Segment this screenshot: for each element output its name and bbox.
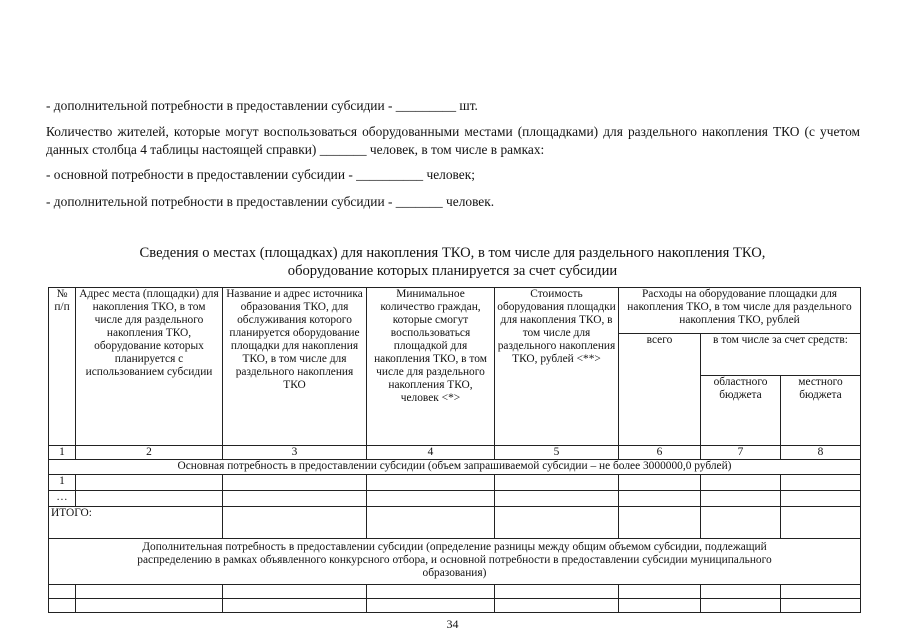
empty-cell — [781, 491, 861, 507]
table-title-line1: Сведения о местах (площадках) для накопления ТКО, в том числе для раздельного накопления ТКО, — [139, 245, 766, 261]
header-expenses: Расходы на оборудование площадки для накопления ТКО, в том числе для раздельного накопления ТКО, рублей — [619, 288, 861, 334]
section-main-need: Основная потребность в предоставлении субсидии (объем запрашиваемой субсидии – не более 3000000,0 рублей) — [49, 460, 861, 475]
table-title-line2: оборудование которых планируется за счет субсидии — [287, 263, 618, 279]
empty-cell — [223, 475, 367, 491]
empty-cell — [367, 475, 495, 491]
empty-cell — [619, 507, 701, 539]
header-num: № п/п — [49, 288, 76, 446]
empty-cell — [76, 475, 223, 491]
header-total: всего — [619, 334, 701, 446]
empty-cell — [619, 491, 701, 507]
empty-cell — [619, 599, 701, 613]
column-number: 3 — [223, 446, 367, 460]
total-row — [49, 507, 861, 539]
empty-cell — [49, 585, 76, 599]
empty-cell — [76, 599, 223, 613]
total-label: ИТОГО: — [49, 507, 223, 539]
page-number: 34 — [446, 617, 459, 631]
empty-cell — [49, 599, 76, 613]
empty-cell — [619, 585, 701, 599]
header-regional-budget: областного бюджета — [701, 376, 781, 446]
empty-cell — [76, 491, 223, 507]
empty-cell — [223, 507, 367, 539]
header-min-citizens: Минимальное количество граждан, которые смогут воспользоваться площадкой для накопления ТКО, в том числе для раздельного накопления ТКО, человек <*> — [367, 288, 495, 446]
empty-cell — [495, 491, 619, 507]
additional-need-items-line: - дополнительной потребности в предоставлении субсидии - _________ шт. — [46, 98, 478, 113]
column-number: 4 — [367, 446, 495, 460]
empty-cell — [367, 585, 495, 599]
empty-cell — [701, 491, 781, 507]
empty-cell — [495, 475, 619, 491]
empty-cell — [223, 585, 367, 599]
column-number: 8 — [781, 446, 861, 460]
sites-table — [48, 287, 861, 613]
header-including: в том числе за счет средств: — [701, 334, 861, 376]
column-number: 2 — [76, 446, 223, 460]
empty-cell — [367, 507, 495, 539]
empty-cell — [367, 599, 495, 613]
empty-cell — [619, 475, 701, 491]
row-number: 1 — [49, 475, 76, 491]
empty-cell — [701, 585, 781, 599]
additional-need-people-line: - дополнительной потребности в предоставлении субсидии - _______ человек. — [46, 194, 495, 209]
column-number: 7 — [701, 446, 781, 460]
empty-cell — [701, 475, 781, 491]
main-need-people-line: - основной потребности в предоставлении субсидии - __________ человек; — [46, 167, 475, 182]
table-row — [49, 585, 861, 599]
row-number: … — [49, 491, 76, 507]
table-row — [49, 475, 861, 491]
empty-cell — [223, 491, 367, 507]
empty-cell — [495, 507, 619, 539]
empty-cell — [367, 491, 495, 507]
empty-cell — [781, 507, 861, 539]
column-number-row — [49, 446, 861, 460]
empty-cell — [495, 585, 619, 599]
empty-cell — [781, 585, 861, 599]
section-additional-need: Дополнительная потребность в предоставлении субсидии (определение разницы между общим объемом субсидии, подлежащий распределению в рамках объявленного конкурсного отбора, и основной потребности в предоставлении субсидии муниципального образования) — [49, 539, 861, 585]
column-number: 5 — [495, 446, 619, 460]
header-source: Название и адрес источника образования ТКО, для обслуживания которого планируется оборудование площадки для накопления ТКО, в том числе для раздельного накопления ТКО — [223, 288, 367, 446]
header-local-budget: местного бюджета — [781, 376, 861, 446]
empty-cell — [701, 507, 781, 539]
empty-cell — [223, 599, 367, 613]
column-number: 1 — [49, 446, 76, 460]
column-number: 6 — [619, 446, 701, 460]
empty-cell — [76, 585, 223, 599]
empty-cell — [701, 599, 781, 613]
table-row — [49, 491, 861, 507]
residents-count-paragraph: Количество жителей, которые могут воспользоваться оборудованными местами (площадками) для раздельного накопления ТКО (с учетом данных столбца 4 таблицы настоящей справки) _______ человек, в том числе в рамках: — [46, 124, 860, 157]
table-row — [49, 599, 861, 613]
header-cost: Стоимость оборудования площадки для накопления ТКО, в том числе для раздельного накопления ТКО, рублей <**> — [495, 288, 619, 446]
header-address: Адрес места (площадки) для накопления ТКО, в том числе для раздельного накопления ТКО, оборудование которых планируется с использованием субсидии — [76, 288, 223, 446]
empty-cell — [781, 475, 861, 491]
empty-cell — [495, 599, 619, 613]
empty-cell — [781, 599, 861, 613]
